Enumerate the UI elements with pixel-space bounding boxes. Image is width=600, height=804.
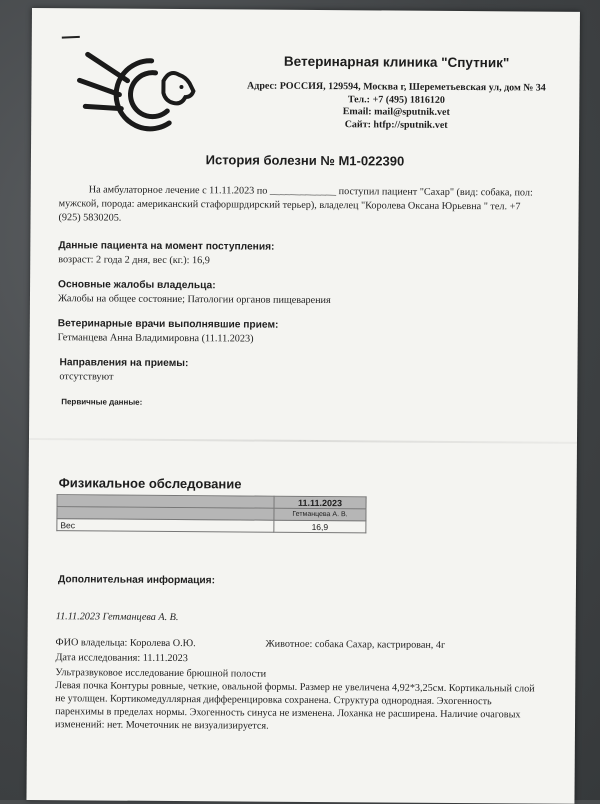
findings-line-1: Левая почка Контуры ровные, четкие, овальной формы. Размер не увеличена 4,92*3,25см. Кортикальный слой xyxy=(55,680,535,695)
clinic-header xyxy=(231,53,562,132)
intro-line-3: (925) 5830205. xyxy=(58,212,122,224)
row-label: Вес xyxy=(57,519,274,533)
clinic-email: Email: mail@sputnik.vet xyxy=(342,106,450,118)
primary-data-label: Первичные данные: xyxy=(61,397,143,407)
study-type: Ультразвуковое исследование брюшной полости xyxy=(55,667,267,680)
complaints-value: Жалобы на общее состояние; Патологии органов пищеварения xyxy=(57,293,331,307)
study-date: Дата исследования: 11.11.2023 xyxy=(55,652,188,665)
intro-line-2: мужской, порода: американский стафоршрдирский терьер), владелец "Королева Оксана Юрьевна " тел. +7 xyxy=(58,198,521,213)
findings-line-4: изменений: нет. Мочеточник не визуализируется. xyxy=(54,719,269,732)
additional-info-label: Дополнительная информация: xyxy=(57,574,216,587)
animal-info: Животное: собака Сахар, кастрирован, 4г xyxy=(265,638,446,651)
row-value: 16,9 xyxy=(274,520,366,533)
clinic-name: Ветеринарная клиника "Спутник" xyxy=(283,53,510,71)
exam-date: 11.11.2023 xyxy=(274,496,366,509)
referrals-value: отсутствуют xyxy=(59,371,114,383)
complaints-label: Основные жалобы владельца: xyxy=(58,279,216,292)
table-row xyxy=(57,519,366,533)
clinic-phone: Тел.: +7 (495) 1816120 xyxy=(347,93,445,106)
findings-line-2: не утолщен. Кортикомедуллярная дифференцировка сохранена. Структура однородная. Эхогенность xyxy=(55,693,492,708)
clinic-logo-icon xyxy=(69,46,200,137)
pen-mark xyxy=(62,36,80,39)
findings-line-3: паренхимы в пределах нормы. Эхогенность синуса не изменена. Лоханка не расширена. Наличие очаговых xyxy=(55,706,521,721)
clinic-site: Сайт: htfp://sputnik.vet xyxy=(344,118,448,131)
exam-doctor: Гетманцева А. В. xyxy=(274,508,366,521)
signature-line: 11.11.2023 Гетманцева А. В. xyxy=(55,611,179,624)
doctors-label: Ветеринарные врачи выполнявшие прием: xyxy=(57,318,279,331)
document-page xyxy=(26,8,580,804)
physical-exam-title: Физикальное обследование xyxy=(58,475,242,492)
document-title: История болезни № М1-022390 xyxy=(205,152,405,169)
intro-line-1: На амбулаторное лечение с 11.11.2023 по _____________ поступил пациент "Сахар" (вид: собака, пол: xyxy=(88,184,533,199)
clinic-address: Адрес: РОССИЯ, 129594, Москва г, Шереметьевская ул, дом № 34 xyxy=(247,80,546,94)
owner-name: ФИО владельца: Королева О.Ю. xyxy=(55,637,196,650)
physical-exam-table xyxy=(56,494,366,533)
doctors-value: Гетманцева Анна Владимировна (11.11.2023) xyxy=(57,332,254,345)
patient-data-value: возраст: 2 года 2 дня, вес (кг.): 16,9 xyxy=(58,254,210,267)
patient-data-label: Данные пациента на момент поступления: xyxy=(58,240,275,253)
referrals-label: Направления на приемы: xyxy=(59,357,189,370)
